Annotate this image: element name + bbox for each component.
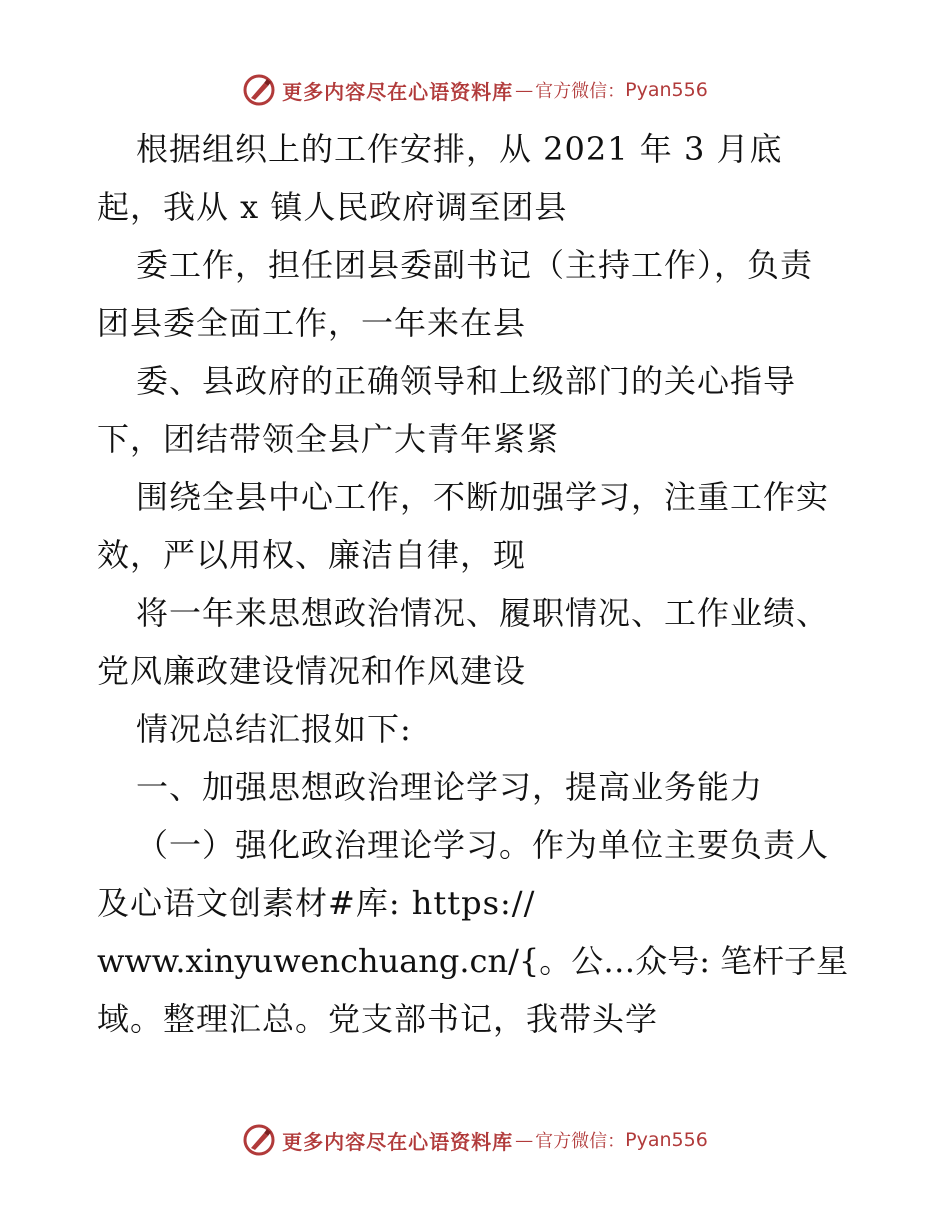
section-heading: 一、加强思想政治理论学习，提高业务能力 xyxy=(136,768,764,806)
watermark-banner-bottom xyxy=(0,1120,950,1160)
text-line: 下，团结带领全县广大青年紧紧 xyxy=(97,420,560,458)
text-line: 域。整理汇总。党支部书记，我带头学 xyxy=(97,1000,659,1038)
watermark-wechat-id: Pyan556 xyxy=(625,1129,708,1151)
document-body xyxy=(97,120,877,1048)
watermark-sub-text: 官方微信： xyxy=(535,81,626,102)
text-line: 将一年来思想政治情况、履职情况、工作业绩、 xyxy=(136,594,830,632)
watermark-main-text: 更多内容尽在心语资料库 xyxy=(282,79,514,104)
text-line: 情况总结汇报如下: xyxy=(136,710,412,748)
pen-logo-icon xyxy=(242,73,276,107)
watermark-dash: — xyxy=(515,79,534,101)
text-line: 委、县政府的正确领导和上级部门的关心指导 xyxy=(136,362,797,400)
text-line: www.xinyuwenchuang.cn/{。公…众号: 笔杆子星 xyxy=(97,942,849,980)
text-line: 团县委全面工作，一年来在县 xyxy=(97,304,527,342)
text-line: 围绕全县中心工作，不断加强学习，注重工作实 xyxy=(136,478,830,516)
text-line: 党风廉政建设情况和作风建设 xyxy=(97,652,527,690)
text-line: 委工作，担任团县委副书记（主持工作），负责 xyxy=(136,246,814,284)
text-line: 效，严以用权、廉洁自律，现 xyxy=(97,536,527,574)
subsection-heading: （一）强化政治理论学习。作为单位主要负责人 xyxy=(136,826,830,864)
text-line: 及心语文创素材#库: https:// xyxy=(97,884,536,922)
watermark-main-text: 更多内容尽在心语资料库 xyxy=(282,1129,514,1154)
pen-logo-icon xyxy=(242,1123,276,1157)
watermark-banner-top xyxy=(0,70,950,110)
watermark-wechat-id: Pyan556 xyxy=(625,79,708,101)
watermark-dash: — xyxy=(515,1129,534,1151)
text-line: 起，我从 x 镇人民政府调至团县 xyxy=(97,188,568,226)
watermark-sub-text: 官方微信： xyxy=(535,1131,626,1152)
text-line: 根据组织上的工作安排，从 2021 年 3 月底 xyxy=(136,130,783,168)
